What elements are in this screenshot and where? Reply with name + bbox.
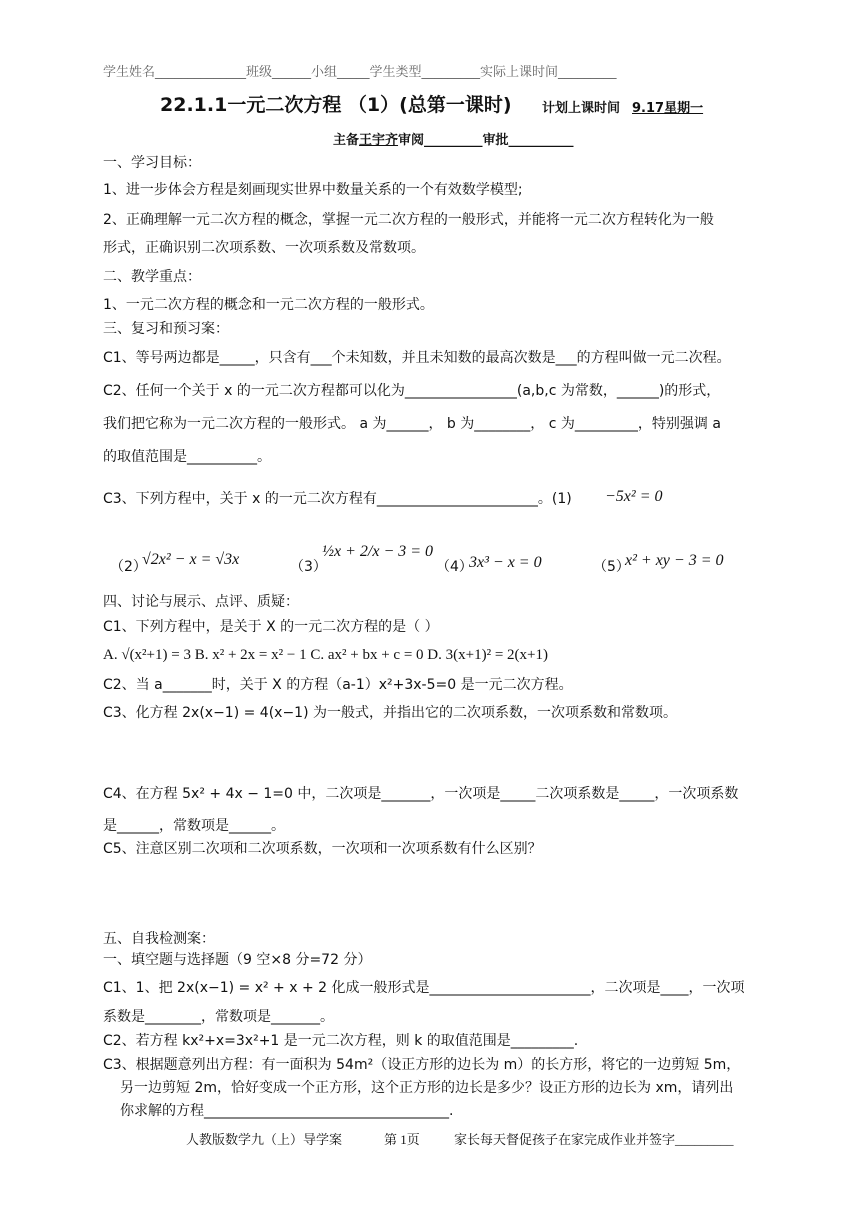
discussion-c5: C5、注意区别二次项和二次项系数，一次项和一次项系数有什么区别？ <box>103 841 542 857</box>
equation-3: ½x + 2/x − 3 = 0 <box>322 543 434 560</box>
review-c3: C3、下列方程中，关于 x 的一元二次方程有_______________________。(1) <box>103 491 572 507</box>
review-c1: C1、等号两边都是_____，只含有___个未知数，并且未知数的最高次数是___的方程叫做一元二次程。 <box>103 350 731 366</box>
equation-4: 3x³ − x = 0 <box>469 554 542 571</box>
discussion-c4-line-1: C4、在方程 5x² + 4x − 1=0 中，二次项是_______，一次项是_____二次项系数是_____，一次项系数 <box>103 786 739 802</box>
editor-prefix: 主备 <box>333 133 360 148</box>
editor-name: 王宇齐 <box>359 133 399 148</box>
discussion-c2: C2、当 a_______时，关于 X 的方程（a-1）x²+3x-5=0 是一元二次方程。 <box>103 677 573 693</box>
discussion-c1: C1、下列方程中，是关于 X 的一元二次方程的是（ ） <box>103 619 439 635</box>
footer-left: 人教版数学九（上）导学案 <box>186 1132 343 1147</box>
equation-5-label: （5） <box>593 559 630 575</box>
footer-right: 家长每天督促孩子在家完成作业并签字_________ <box>454 1132 734 1147</box>
planned-time-label: 计划上课时间 <box>542 101 621 116</box>
self-test-c3-line-1: C3、根据题意列出方程：有一面积为 54m²（设正方形的边长为 m）的长方形，将它的一边剪短 5m， <box>103 1057 741 1073</box>
equation-2-label: （2） <box>110 559 147 575</box>
student-info-line: 学生姓名______________班级______小组_____学生类型_________实际上课时间_________ <box>103 65 617 80</box>
discussion-c4-line-2: 是______，常数项是______。 <box>103 818 285 834</box>
goals-heading: 一、学习目标： <box>103 155 201 171</box>
review-c2-line-1: C2、任何一个关于 x 的一元二次方程都可以化为________________(a,b,c 为常数，______)的形式， <box>103 383 721 399</box>
self-test-sub-heading: 一、填空题与选择题（9 空×8 分=72 分） <box>103 952 372 968</box>
discussion-c1-options: A. √(x²+1) = 3 B. x² + 2x = x² − 1 C. ax² + bx + c = 0 D. 3(x+1)² = 2(x+1) <box>103 647 548 663</box>
goal-2-line-2: 形式，正确识别二次项系数、一次项系数及常数项。 <box>103 240 425 256</box>
editor-rest: 审阅_________审批__________ <box>398 133 574 148</box>
self-test-c3-line-2: 另一边剪短 2m，恰好变成一个正方形，这个正方形的边长是多少？设正方形的边长为 xm，请列出 <box>120 1080 734 1096</box>
discussion-heading: 四、讨论与展示、点评、质疑： <box>103 594 299 610</box>
key-point-1: 1、一元二次方程的概念和一元二次方程的一般形式。 <box>103 297 434 313</box>
equation-5: x² + xy − 3 = 0 <box>625 552 724 569</box>
discussion-c3: C3、化方程 2x(x−1) = 4(x−1) 为一般式，并指出它的二次项系数，一次项系数和常数项。 <box>103 705 678 721</box>
self-test-c3-line-3: 你求解的方程___________________________________. <box>120 1103 454 1119</box>
review-heading: 三、复习和预习案： <box>103 321 229 337</box>
self-test-c2: C2、若方程 kx²+x=3x²+1 是一元二次方程，则 k 的取值范围是_________. <box>103 1033 579 1049</box>
key-points-heading: 二、教学重点： <box>103 269 201 285</box>
self-test-heading: 五、自我检测案： <box>103 931 215 947</box>
goal-1: 1、进一步体会方程是刻画现实世界中数量关系的一个有效数学模型; <box>103 182 523 198</box>
self-test-c1-line-2: 系数是________，常数项是_______。 <box>103 1009 334 1025</box>
footer-page-number: 第 1页 <box>384 1132 420 1147</box>
equation-2: √2x² − x = √3x <box>142 551 240 568</box>
page-title: 22.1.1一元二次方程 （1）(总第一课时) <box>160 94 512 116</box>
review-c2-line-2: 我们把它称为一元二次方程的一般形式。 a 为______， b 为________， c 为_________，特别强调 a <box>103 416 721 432</box>
planned-time-value: 9.17星期一 <box>632 101 704 116</box>
review-c2-line-3: 的取值范围是__________。 <box>103 449 271 465</box>
self-test-c1-line-1: C1、1、把 2x(x−1) = x² + x + 2 化成一般形式是_______________________，二次项是____，一次项 <box>103 980 745 996</box>
equation-4-label: （4） <box>436 559 473 575</box>
equation-1: −5x² = 0 <box>605 488 663 505</box>
equation-3-label: （3） <box>290 559 327 575</box>
goal-2-line-1: 2、正确理解一元二次方程的概念，掌握一元二次方程的一般形式，并能将一元二次方程转化为一般 <box>103 212 714 228</box>
editor-line <box>333 133 574 149</box>
